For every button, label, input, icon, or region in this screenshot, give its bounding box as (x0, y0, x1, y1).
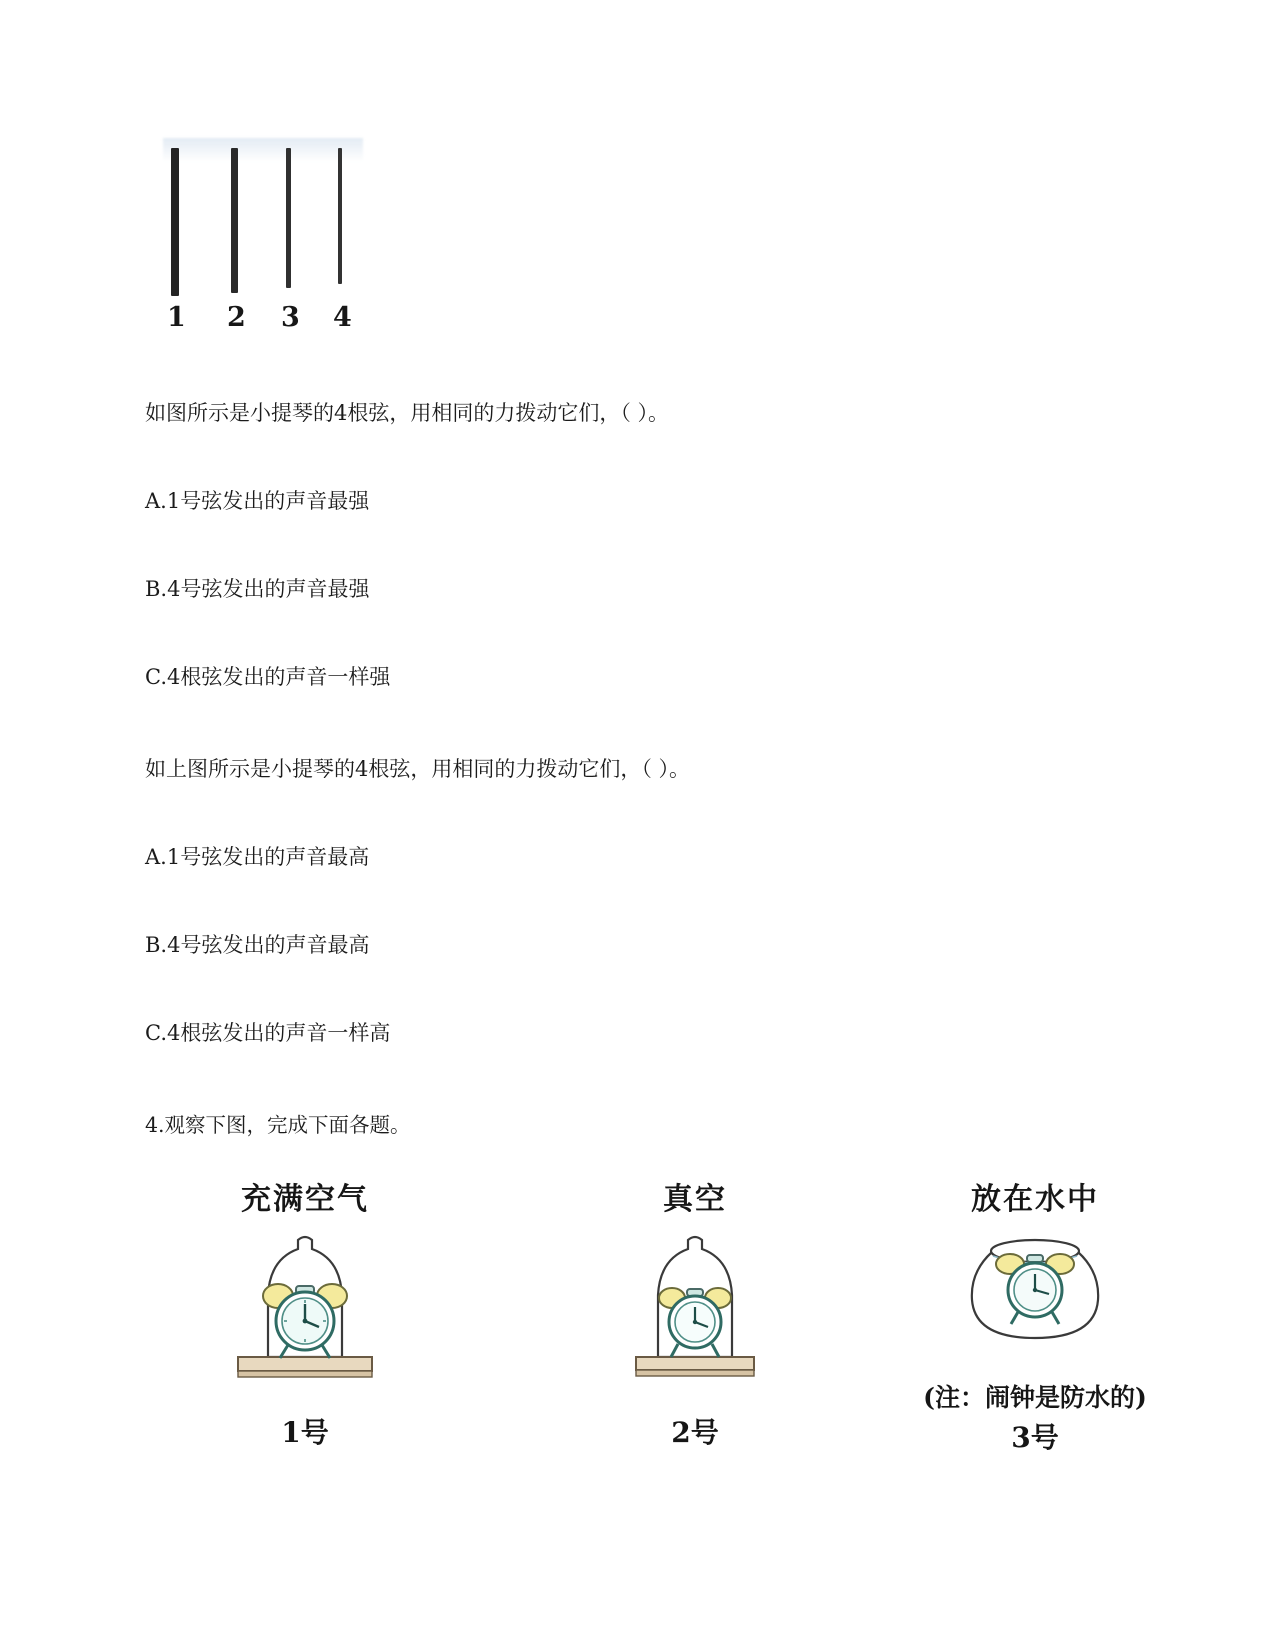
string-1 (171, 148, 179, 296)
question-1-option-a: A.1号弦发出的声音最强 (145, 489, 370, 513)
bell-jar-caption-3: 3号 (1011, 1421, 1059, 1454)
question-1-option-b: B.4号弦发出的声音最强 (145, 577, 370, 601)
bell-jar-title-2: 真空 (663, 1182, 727, 1217)
question-1-stem: 如图所示是小提琴的4根弦，用相同的力拨动它们，（ ）。 (145, 401, 670, 425)
string-label-2: 2 (227, 302, 246, 333)
bell-jar-note-3: (注：闹钟是防水的) (923, 1383, 1147, 1412)
bell-jar-item-1 (155, 1174, 455, 1451)
figure-sheen (163, 138, 363, 162)
string-label-1: 1 (167, 302, 186, 333)
question-1-option-c: C.4根弦发出的声音一样强 (145, 665, 391, 689)
question-2-option-b: B.4号弦发出的声音最高 (145, 933, 370, 957)
bell-jar-figure-group (145, 1174, 1147, 1474)
question-2-option-a: A.1号弦发出的声音最高 (145, 845, 370, 869)
bell-jar-title-3: 放在水中 (971, 1182, 1099, 1217)
question-4-stem: 4.观察下图，完成下面各题。 (145, 1113, 411, 1137)
bell-jar-caption-1: 1号 (281, 1416, 329, 1449)
bell-jar-title-1: 充满空气 (241, 1182, 369, 1217)
string-2 (231, 148, 238, 293)
bell-jar-caption-2: 2号 (671, 1416, 719, 1449)
string-label-3: 3 (281, 302, 300, 333)
bell-jar-item-3 (885, 1174, 1185, 1456)
fishbowl-with-clock-icon-3 (930, 1224, 1140, 1374)
document-content (145, 130, 1147, 1474)
string-3 (286, 148, 291, 288)
string-4 (338, 148, 342, 284)
question-2-stem: 如上图所示是小提琴的4根弦，用相同的力拨动它们，（ ）。 (145, 757, 691, 781)
bell-jar-with-clock-icon-1 (210, 1224, 400, 1409)
bell-jar-item-2 (545, 1174, 845, 1451)
violin-strings-figure (153, 130, 413, 340)
question-2-option-c: C.4根弦发出的声音一样高 (145, 1021, 391, 1045)
string-label-4: 4 (333, 302, 352, 333)
bell-jar-with-clock-icon-2 (600, 1224, 790, 1409)
